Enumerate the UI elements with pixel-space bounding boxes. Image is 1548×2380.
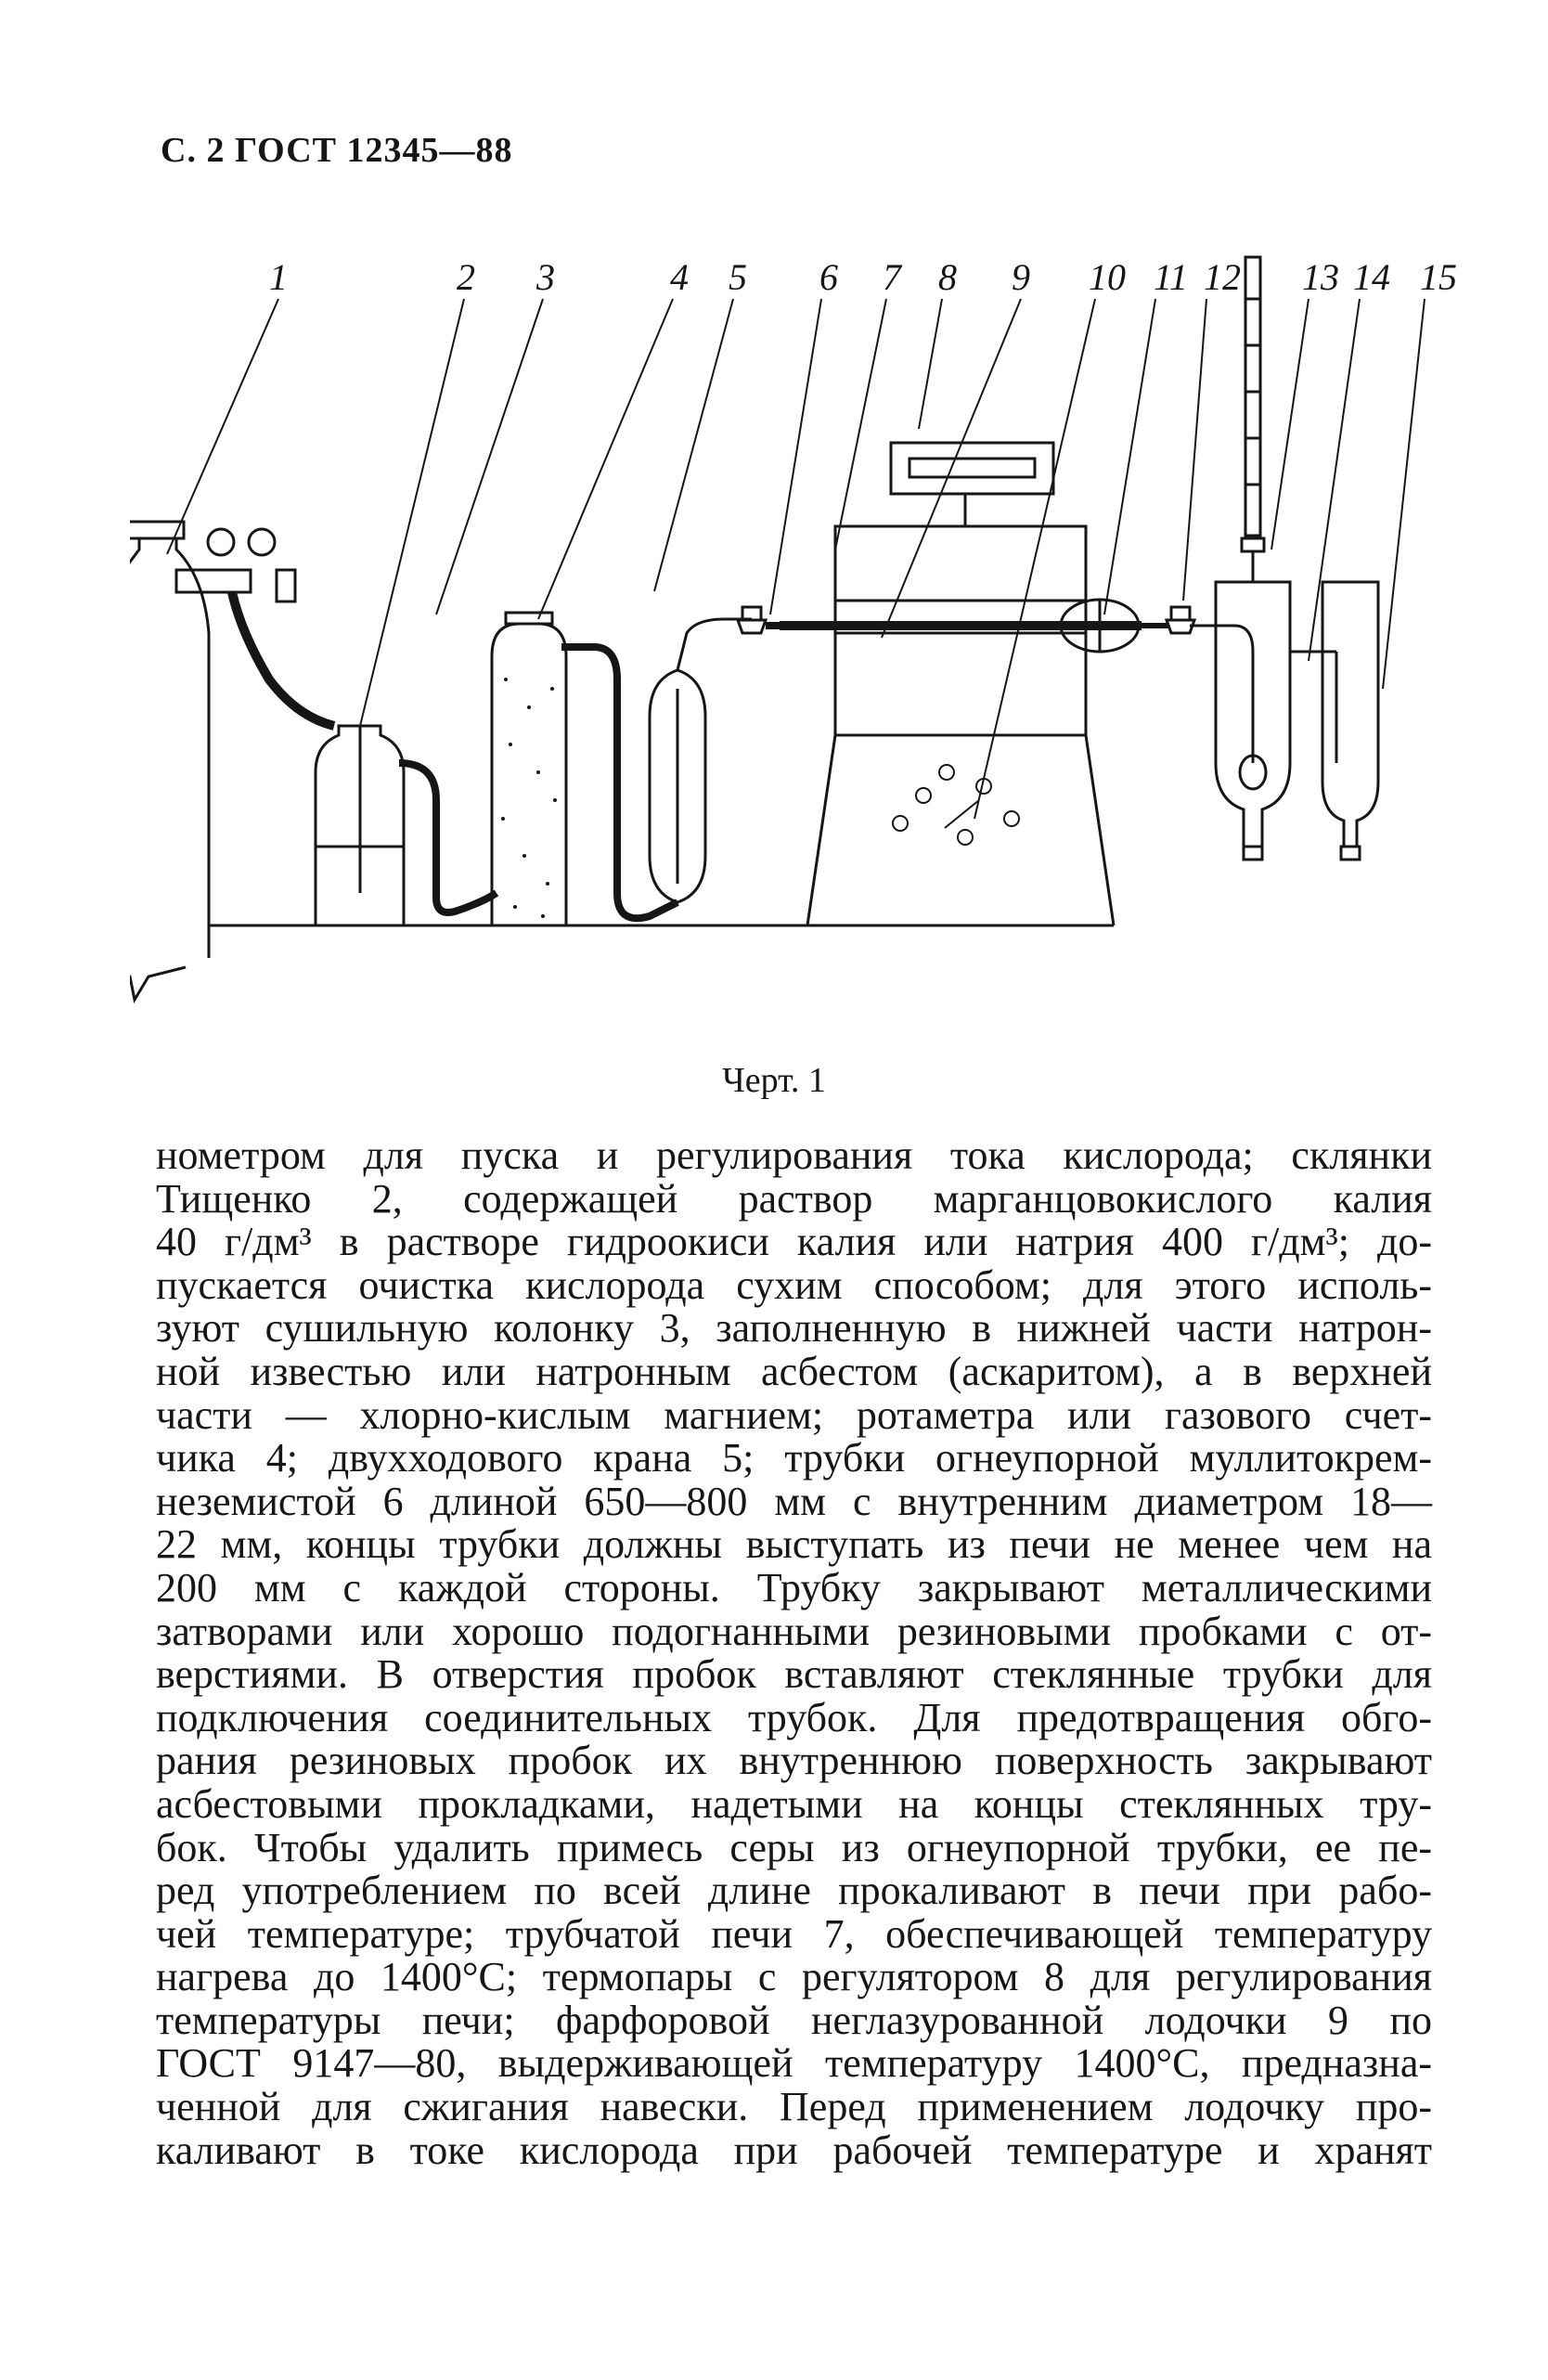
leader-lines <box>167 299 1425 819</box>
text-line: подключения соединительных трубок. Для предотвращения обго- <box>156 1694 1432 1740</box>
label-5: 5 <box>729 256 747 298</box>
text-line: рания резиновых пробок их внутреннюю поверхность закрывают <box>156 1738 1432 1784</box>
temperature-regulator <box>891 443 1053 526</box>
label-6: 6 <box>819 256 838 298</box>
tube-furnace <box>780 526 1142 925</box>
label-10: 10 <box>1089 256 1126 298</box>
label-4: 4 <box>670 256 689 298</box>
label-13: 13 <box>1302 256 1339 298</box>
text-line: каливают в токе кислорода при рабочей температуре и хранят <box>156 2127 1432 2173</box>
diagram-labels <box>269 256 1457 298</box>
label-8: 8 <box>938 256 957 298</box>
text-line: ной известью или натронным асбестом (аскаритом), а в верхней <box>156 1348 1432 1394</box>
text-line: асбестовыми прокладками, надетыми на концы стеклянных тру- <box>156 1780 1432 1827</box>
apparatus-diagram <box>130 243 1466 1023</box>
page-header: С. 2 ГОСТ 12345—88 <box>161 131 513 170</box>
label-11: 11 <box>1154 256 1189 298</box>
text-line: ченной для сжигания навески. Перед применением лодочку про- <box>156 2084 1432 2130</box>
tishchenko-flask <box>316 726 497 925</box>
label-2: 2 <box>457 256 475 298</box>
text-line: ГОСТ 9147—80, выдерживающей температуру 1400°С, предназна- <box>156 2040 1432 2087</box>
label-1: 1 <box>269 256 288 298</box>
label-9: 9 <box>1012 256 1030 298</box>
text-line: верстиями. В отверстия пробок вставляют стеклянные трубки для <box>156 1651 1432 1698</box>
figure-caption: Черт. 1 <box>722 1061 826 1100</box>
label-14: 14 <box>1353 256 1390 298</box>
text-line: зуют сушильную колонку 3, заполненную в нижней части натрон- <box>156 1305 1432 1352</box>
text-line: 40 г/дм³ в растворе гидроокиси калия или натрия 400 г/дм³; до- <box>156 1219 1432 1265</box>
text-line: чика 4; двухходового крана 5; трубки огнеупорной муллитокрем- <box>156 1435 1432 1481</box>
label-3: 3 <box>536 256 555 298</box>
text-line: нометром для пуска и регулирования тока кислорода; склянки <box>156 1132 1432 1178</box>
text-line: затворами или хорошо подогнанными резиновыми пробками с от- <box>156 1608 1432 1654</box>
text-line: пускается очистка кислорода сухим способом; для этого исполь- <box>156 1261 1432 1308</box>
text-line: нагрева до 1400°С; термопары с регулятором 8 для регулирования <box>156 1954 1432 2000</box>
outlet-tap <box>1167 607 1253 763</box>
label-12: 12 <box>1204 256 1241 298</box>
text-line: 200 мм с каждой стороны. Трубку закрывают металлическими <box>156 1564 1432 1610</box>
text-line: чей температуре; трубчатой печи 7, обеспечивающей температуру <box>156 1910 1432 1957</box>
text-line: ред употреблением по всей длине прокаливают в печи при рабо- <box>156 1868 1432 1914</box>
text-line: температуры печи; фарфоровой неглазурованной лодочки 9 по <box>156 1997 1432 2043</box>
text-line: бок. Чтобы удалить примесь серы из огнеупорной трубки, ее пе- <box>156 1824 1432 1870</box>
apparatus-drawing <box>130 243 1466 1023</box>
text-line: части — хлорно-кислым магнием; ротаметра или газового счет- <box>156 1391 1432 1438</box>
furnace-stand-holes <box>893 765 1019 845</box>
absorption-vessel-2 <box>1322 582 1378 860</box>
rotameter <box>650 619 752 902</box>
label-15: 15 <box>1420 256 1457 298</box>
text-line: 22 мм, концы трубки должны выступать из печи не менее чем на <box>156 1521 1432 1568</box>
absorption-vessel-1 <box>1216 582 1336 860</box>
burette <box>1242 257 1264 582</box>
label-7: 7 <box>883 256 901 298</box>
text-line: неземистой 6 длиной 650—800 мм с внутренним диаметром 18— <box>156 1478 1432 1524</box>
drying-column-filling <box>501 678 557 918</box>
oxygen-cylinder <box>130 522 334 1000</box>
text-line: Тищенко 2, содержащей раствор марганцовокислого калия <box>156 1175 1432 1222</box>
body-text <box>156 1134 1432 2172</box>
